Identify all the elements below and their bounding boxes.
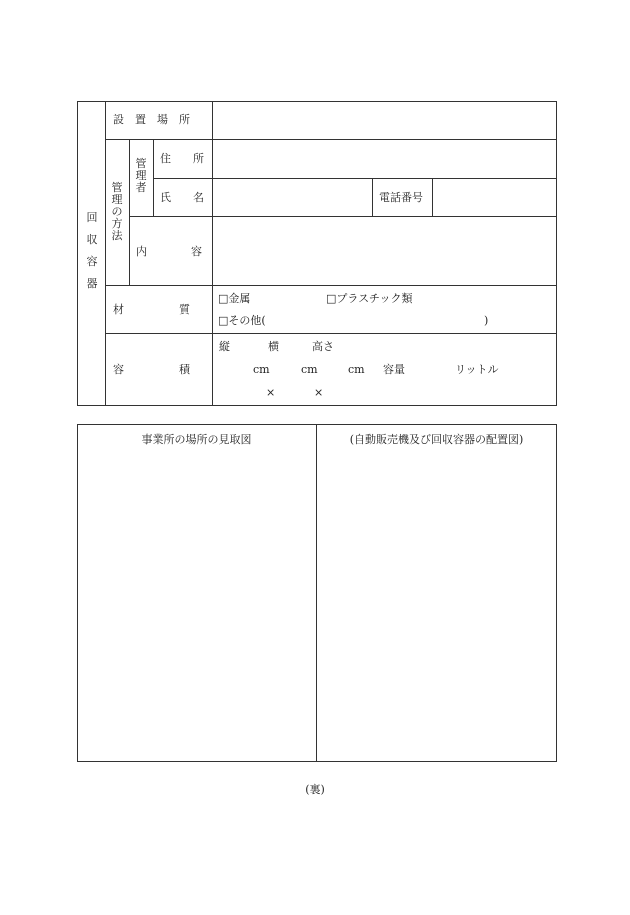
row-line-1 [105,139,557,140]
manager-label [134,158,148,194]
management-divider [129,139,130,286]
phone-label-left-divider [372,178,373,217]
group-char-1: 回 [86,211,98,224]
times-sign-2: × [314,386,324,399]
table-bottom-border [77,405,557,406]
phone-label-right-divider [432,178,433,217]
material-option-other[interactable]: □その他( [218,314,266,327]
group-column-divider [105,101,106,406]
diagram-bottom-border [77,761,557,762]
management-char-5: 法 [111,229,123,243]
content-label: 内 容 [136,245,202,258]
group-char-3: 容 [86,255,98,269]
diagram-right-border [556,424,557,762]
manager-char-2: 理 [135,169,147,183]
diagram-left-border [77,424,78,762]
table-right-border [556,101,557,406]
management-char-2: 理 [111,193,123,207]
management-char-4: 方 [111,217,123,231]
diagram-top-border [77,424,557,425]
dim-height: 高さ [312,340,334,353]
dim-horizontal: 横 [268,340,279,353]
manager-char-3: 者 [135,181,147,195]
unit-cm-3: cm [348,363,365,376]
row-line-3 [129,216,557,217]
table-top-border [77,101,557,102]
dim-vertical: 縦 [219,340,230,353]
table-left-border [77,101,78,406]
label-value-divider [212,101,213,406]
management-char-3: の [111,205,123,219]
name-label: 氏 名 [160,191,204,204]
layout-diagram-header: (自動販売機及び回収容器の配置図) [349,433,524,446]
address-label: 住 所 [160,152,204,165]
phone-label: 電話番号 [379,191,423,204]
row-line-5 [105,333,557,334]
install-location-label: 設 置 場 所 [113,113,190,126]
volume-label: 容 積 [113,363,190,376]
material-option-plastic[interactable]: □プラスチック類 [326,292,413,305]
material-label: 材 質 [113,303,190,316]
collection-container-label [84,212,100,290]
diagram-center-divider [316,424,317,762]
management-char-1: 管 [111,181,123,194]
manager-divider [153,139,154,217]
manager-char-1: 管 [135,157,147,170]
material-option-metal[interactable]: □金属 [218,292,251,305]
group-char-2: 収 [86,233,98,247]
unit-cm-1: cm [253,363,270,376]
material-other-close: ) [484,314,489,327]
times-sign-1: × [266,386,276,399]
capacity-label: 容量 [383,363,405,376]
unit-cm-2: cm [301,363,318,376]
row-line-2 [153,178,557,179]
liter-label: リットル [455,363,499,376]
group-char-4: 器 [86,277,98,291]
site-map-header: 事業所の場所の見取図 [141,433,252,446]
page-side-label: (裏) [305,783,325,796]
row-line-4 [105,285,557,286]
management-method-label [110,182,124,242]
